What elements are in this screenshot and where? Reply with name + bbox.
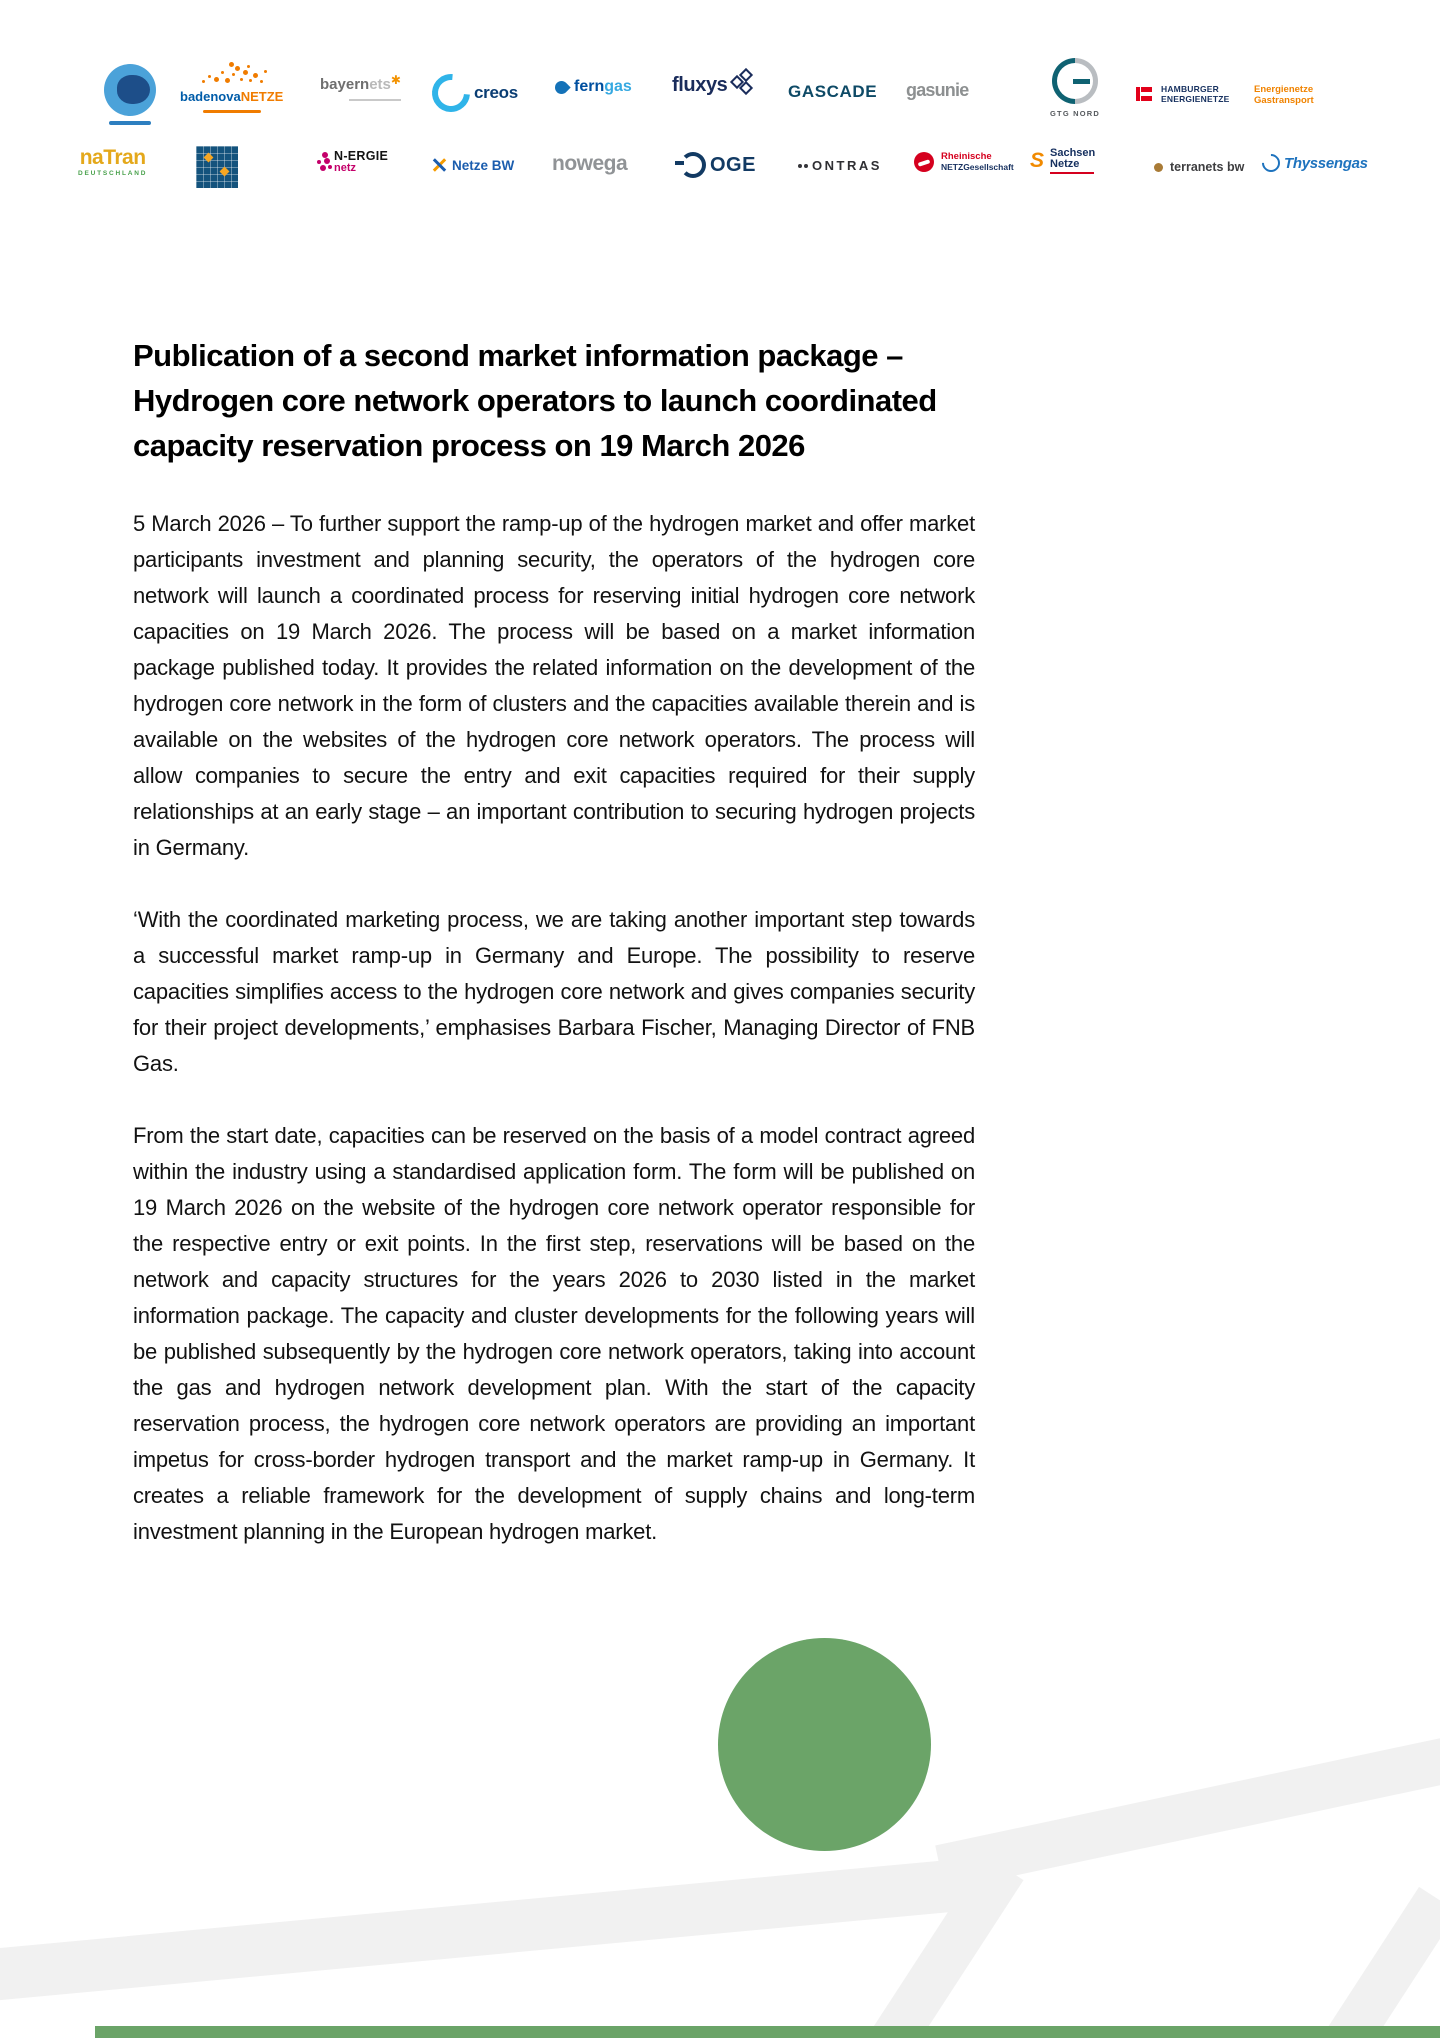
- logo-bayernets: [320, 73, 401, 101]
- page-title: [133, 333, 975, 468]
- paragraph-intro: 5 March 2026 – To further support the ramp-up of the hydrogen market and offer market participants investment and planning security, the operators of the hydrogen core network will launch a coordinated process for reserving initial hydrogen core network capacities on 19 March 2026. The process will be based on a market information package published today. It provides the related information on the development of the hydrogen core network in the form of clusters and the capacities available therein and is available on the websites of the hydrogen core network operators. The process will allow companies to secure the entry and exit capacities required for their supply relationships at an early stage – an important contribution to securing hydrogen projects in Germany.: [133, 511, 975, 860]
- paragraph-details: From the start date, capacities can be reserved on the basis of a model contract agreed within the industry using a standardised application form. The form will be published on 19 March 2026 on the website of the hydrogen core network operator responsible for the respective entry or exit points. In the first step, reservations will be based on the network and capacity structures for the years 2026 to 2030 listed in the market information package. The capacity and cluster developments for the following years will be published subsequently by the hydrogen core network operators, taking into account the gas and hydrogen network development plan. With the start of the capacity reservation process, the hydrogen core network operators are providing an important impetus for cross-border hydrogen transport and the market ramp-up in Germany. It creates a reliable framework for the development of supply chains and long-term investment planning in the European hydrogen market.: [133, 1123, 975, 1544]
- logo-gtg-nord: GTG NORD: [1050, 58, 1100, 118]
- logo-oge: OGE: [680, 152, 756, 178]
- ferngas-wordmark: ferngas: [574, 78, 632, 95]
- oge-ring-icon: [680, 152, 706, 178]
- logo-sachsennetze: [1030, 148, 1095, 174]
- logo-thyssengas: Thyssengas: [1262, 154, 1368, 172]
- logo-mosaic: [196, 146, 238, 188]
- logo-creos: creos: [432, 74, 518, 112]
- logo-gasunie: gasunie: [906, 80, 969, 100]
- logo-hamburger-energienetze: [1136, 84, 1230, 104]
- n-ergie-dots-icon: [316, 152, 330, 172]
- netze-bw-x-icon: [430, 156, 448, 174]
- title-line-1: Publication of a second market information package –: [133, 338, 903, 373]
- orange-wordmark-text: Energienetze Gastransport: [1254, 84, 1314, 106]
- green-bottom-bar: [95, 2026, 1440, 2038]
- logo-rheinische-netzgesellschaft: [914, 152, 1014, 172]
- title-line-2: Hydrogen core network operators to launch coordinated: [133, 383, 937, 418]
- green-circle-decoration: [718, 1638, 931, 1851]
- globe-hands-icon: [104, 64, 156, 116]
- article: [133, 333, 975, 1586]
- bayernets-wordmark: bayernets✱: [320, 73, 401, 93]
- badenova-wordmark: badenovaNETZE: [180, 89, 284, 104]
- logo-gascade: GASCADE: [788, 82, 878, 101]
- hamburger-energienetze-icon: [1136, 87, 1152, 101]
- badenova-dots-icon: [195, 60, 269, 86]
- logo-badenovanetze: [180, 60, 283, 113]
- gray-band-left: [0, 1856, 998, 2001]
- terranets-dot-icon: [1154, 163, 1163, 172]
- logo-fluxys: fluxys: [672, 74, 751, 97]
- sachsennetze-wordmark: Sachsen Netze: [1050, 148, 1095, 174]
- logo-n-ergie-netz: [316, 150, 388, 174]
- ferngas-drop-icon: [552, 78, 570, 96]
- creos-arc-icon: [424, 66, 478, 120]
- fluxys-molecule-icon: [731, 68, 751, 90]
- logo-natran: naTran DEUTSCHLAND: [78, 146, 148, 177]
- sachsennetze-tagline-bar: [1050, 172, 1094, 174]
- sachsennetze-s-icon: S: [1030, 149, 1045, 172]
- rheinische-circle-icon: [914, 152, 934, 172]
- thyssengas-swirl-icon: [1258, 150, 1283, 175]
- hamburger-energienetze-wordmark: HAMBURGER ENERGIENETZE: [1161, 84, 1230, 104]
- paragraph-quote: ‘With the coordinated marketing process, we are taking another important step towards a successful market ramp-up in Germany and Europe. The possibility to reserve capacities simplifies access to the hydrogen core network and gives companies security for their project developments,’ emphasises Barbara Fischer, Managing Director of FNB Gas.: [133, 907, 975, 1076]
- logo-nowega: nowega: [552, 152, 628, 175]
- logo-energy-globe: [104, 64, 156, 125]
- n-ergie-wordmark: N-ERGIE netz: [334, 149, 389, 174]
- logo-terranets-bw: terranets bw: [1154, 160, 1244, 174]
- logo-netze-bw: Netze BW: [430, 156, 514, 174]
- bayernets-tagline-bar: [349, 99, 401, 101]
- gray-band-down-right: [1288, 1887, 1440, 2038]
- logo-ontras: ONTRAS: [798, 158, 882, 173]
- gtg-circle-icon: [1052, 58, 1098, 104]
- badenova-tagline-bar: [203, 110, 261, 113]
- rheinische-wordmark: Rheinische NETZGesellschaft: [941, 151, 1014, 172]
- logo-ferngas: [555, 78, 632, 96]
- logo-orange-wordmark: [1254, 84, 1314, 106]
- ontras-dots-icon: [798, 163, 808, 169]
- bayernets-star-icon: ✱: [390, 73, 401, 87]
- gray-band-right: [935, 1737, 1440, 1890]
- mosaic-tiles-icon: [196, 146, 238, 188]
- globe-logo-wordmark-bar: [109, 121, 151, 125]
- title-line-3: capacity reservation process on 19 March 2026: [133, 428, 805, 463]
